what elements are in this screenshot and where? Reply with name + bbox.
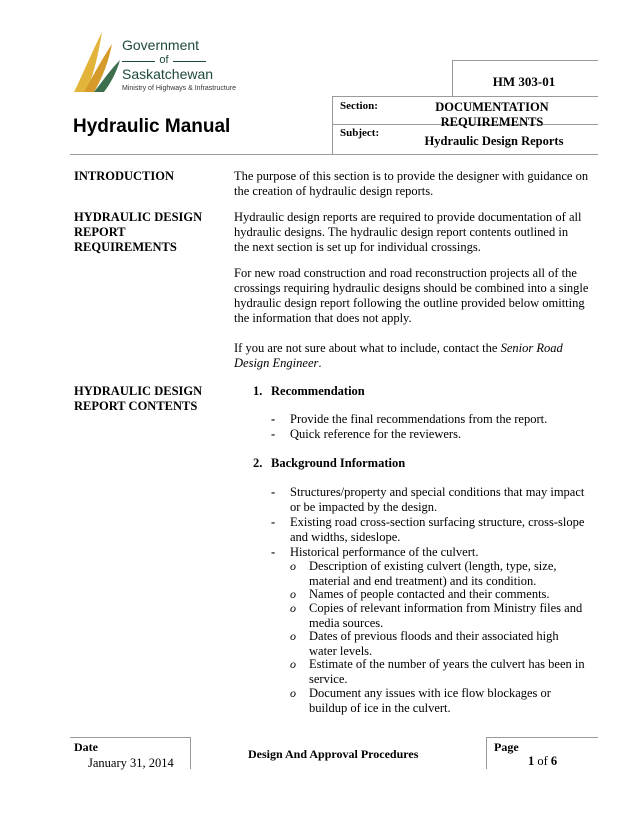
list-item: Existing road cross-section surfacing structure, cross-slope and widths, sideslope. [290,515,585,544]
intro-paragraph: The purpose of this section is to provide the designer with guidance on the creation of hydraulic design reports. [234,169,589,198]
sub-bullet-marker: o [290,629,296,643]
header-rule [452,60,598,61]
contents-heading: HYDRAULIC DESIGN REPORT CONTENTS [74,384,203,413]
sub-list-item: Copies of relevant information from Ministry files and media sources. [309,601,583,630]
requirements-heading: HYDRAULIC DESIGN REPORT REQUIREMENTS [74,210,203,254]
sub-bullet-marker: o [290,601,296,615]
list-dash: - [271,427,276,441]
sub-bullet-marker: o [290,686,296,700]
header-rule [70,154,598,155]
footer-date-value: January 31, 2014 [88,756,174,770]
logo-government: Government [122,37,200,53]
subject-label: Subject: [340,127,380,139]
logo-ministry: Ministry of Highways & Infrastructure [122,85,236,92]
manual-title: Hydraulic Manual [73,116,231,137]
section-label: Section: [340,100,378,112]
list-dash: - [271,515,276,529]
document-code: HM 303-01 [492,74,556,89]
requirements-paragraph-1: Hydraulic design reports are required to provide documentation of all hydraulic designs. The hydraulic design report contents outlined in the next section is set up for individual crossings. [234,210,582,254]
contact-role: Senior Road [500,341,563,355]
header-rule [332,96,333,154]
footer-page-number: 1 of 6 [528,754,558,768]
list-item: Provide the final recommendations from the report. [290,412,548,426]
list-dash: - [271,545,276,559]
footer-center-text: Design And Approval Procedures [248,747,419,761]
requirements-paragraph-3: If you are not sure about what to include, contact the Senior Road Design Engineer. [234,341,563,370]
sub-bullet-marker: o [290,559,296,573]
sub-list-item: Estimate of the number of years the culvert has been in service. [309,657,585,686]
footer-rule [486,737,487,769]
sub-bullet-marker: o [290,657,296,671]
footer-date-label: Date [74,740,98,754]
header-rule [332,96,598,97]
footer-page-label: Page [494,740,519,754]
sub-list-item: Names of people contacted and their comments. [309,587,550,601]
footer-rule [70,737,190,738]
section-value: DOCUMENTATION REQUIREMENTS [435,100,549,129]
list-dash: - [271,412,276,426]
intro-heading: INTRODUCTION [74,169,175,183]
sub-bullet-marker: o [290,587,296,601]
sub-list-item: Description of existing culvert (length, type, size, material and end treatment) and its condition. [309,559,557,588]
item-1-number: 1. [253,384,263,398]
wheat-logo-icon [68,26,128,96]
sub-list-item: Document any issues with ice flow blockages or buildup of ice in the culvert. [309,686,551,715]
footer-rule [190,737,191,769]
logo-saskatchewan: Saskatchewan [122,66,214,82]
list-item: Quick reference for the reviewers. [290,427,462,441]
contact-role-cont: Design Engineer [234,356,319,370]
footer-rule [486,737,598,738]
logo-of: of [122,54,206,66]
item-1-title: Recommendation [271,384,365,398]
list-item: Structures/property and special conditions that may impact or be impacted by the design. [290,485,585,514]
subject-value: Hydraulic Design Reports [424,134,564,148]
requirements-paragraph-2: For new road construction and road reconstruction projects all of the crossings requiring hydraulic designs should be combined into a single hydraulic design report following the outline provided below omitting the information that does not apply. [234,266,589,325]
item-2-number: 2. [253,456,263,470]
sub-list-item: Dates of previous floods and their associated high water levels. [309,629,559,658]
list-item: Historical performance of the culvert. [290,545,479,559]
item-2-title: Background Information [271,456,406,470]
list-dash: - [271,485,276,499]
